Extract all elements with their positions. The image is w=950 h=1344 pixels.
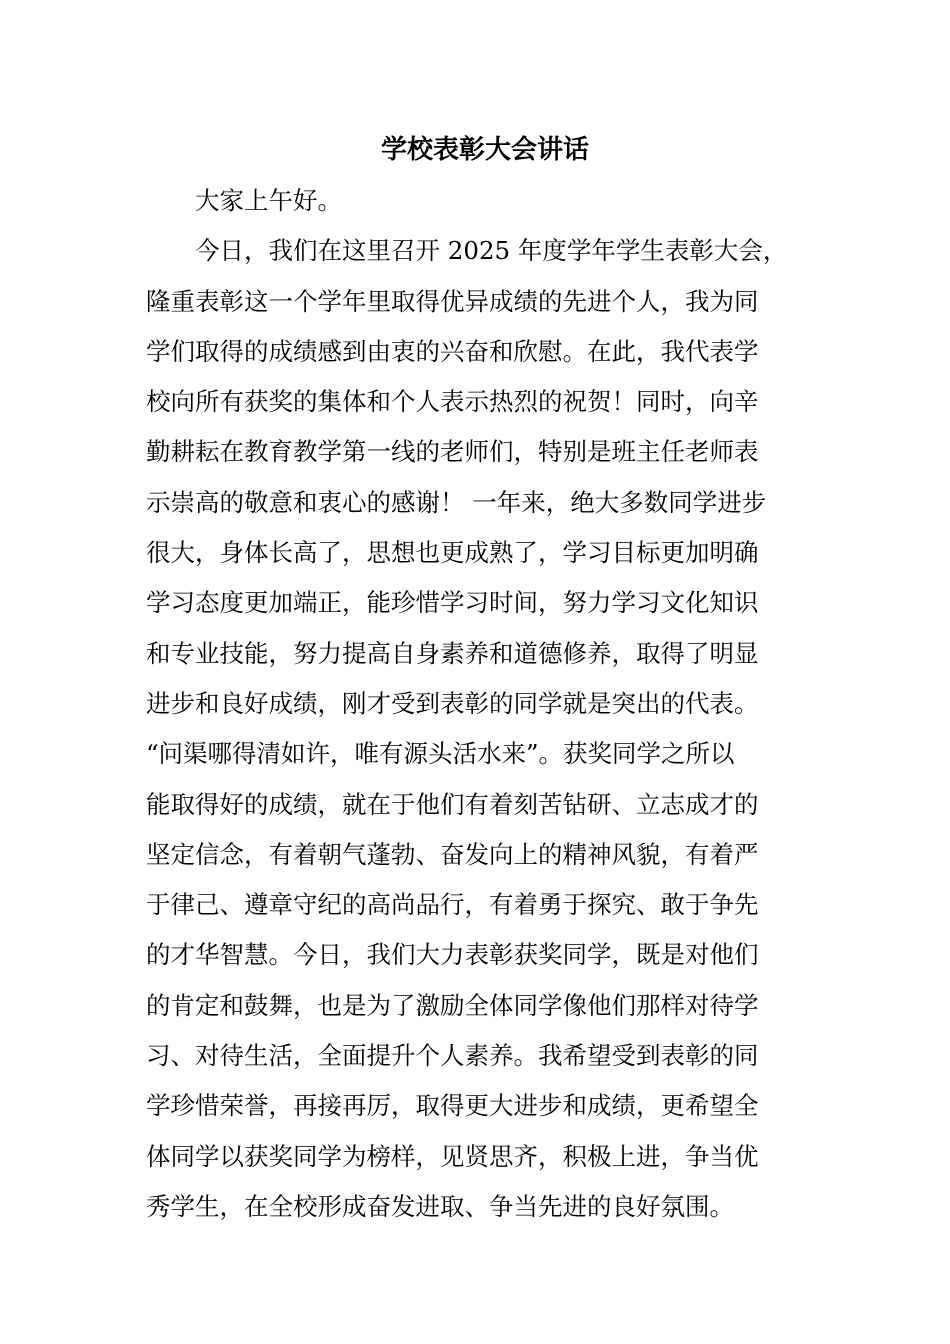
text-line: 坚定信念，有着朝气蓬勃、奋发向上的精神风貌，有着严 — [146, 839, 759, 869]
text-line: 习、对待生活，全面提升个人素养。我希望受到表彰的同 — [146, 1041, 759, 1071]
text-line: 学们取得的成绩感到由衷的兴奋和欣慰。在此，我代表学 — [146, 336, 759, 366]
text-line: 今日，我们在这里召开 2025 年度学年学生表彰大会， — [195, 236, 788, 266]
text-line: 体同学以获奖同学为榜样，见贤思齐，积极上进，争当优 — [146, 1141, 759, 1171]
text-line: 的才华智慧。今日，我们大力表彰获奖同学，既是对他们 — [146, 940, 759, 970]
text-line: 勤耕耘在教育教学第一线的老师们，特别是班主任老师表 — [146, 437, 759, 467]
text-line: 示崇高的敬意和衷心的感谢！ 一年来，绝大多数同学进步 — [146, 487, 767, 517]
speech-body — [146, 176, 806, 1232]
text-line: “问渠哪得清如许，唯有源头活水来”。获奖同学之所以 — [146, 739, 735, 769]
text-line: 隆重表彰这一个学年里取得优异成绩的先进个人，我为同 — [146, 286, 759, 316]
text-line-greeting: 大家上午好。 — [195, 186, 342, 215]
text-line: 的肯定和鼓舞，也是为了激励全体同学像他们那样对待学 — [146, 990, 759, 1020]
text-line: 学习态度更加端正，能珍惜学习时间，努力学习文化知识 — [146, 588, 759, 618]
text-line: 能取得好的成绩，就在于他们有着刻苦钻研、立志成才的 — [146, 789, 759, 819]
text-line: 校向所有获奖的集体和个人表示热烈的祝贺！同时，向辛 — [146, 387, 759, 417]
document-title: 学校表彰大会讲话 — [380, 135, 589, 165]
text-line: 秀学生，在全校形成奋发进取、争当先进的良好氛围。 — [146, 1191, 734, 1221]
text-line: 和专业技能，努力提高自身素养和道德修养，取得了明显 — [146, 638, 759, 668]
text-line: 进步和良好成绩，刚才受到表彰的同学就是突出的代表。 — [146, 688, 759, 718]
text-line: 学珍惜荣誉，再接再厉，取得更大进步和成绩，更希望全 — [146, 1091, 759, 1121]
text-line: 于律己、遵章守纪的高尚品行，有着勇于探究、敢于争先 — [146, 890, 759, 920]
text-line: 很大，身体长高了，思想也更成熟了，学习目标更加明确 — [146, 538, 759, 568]
